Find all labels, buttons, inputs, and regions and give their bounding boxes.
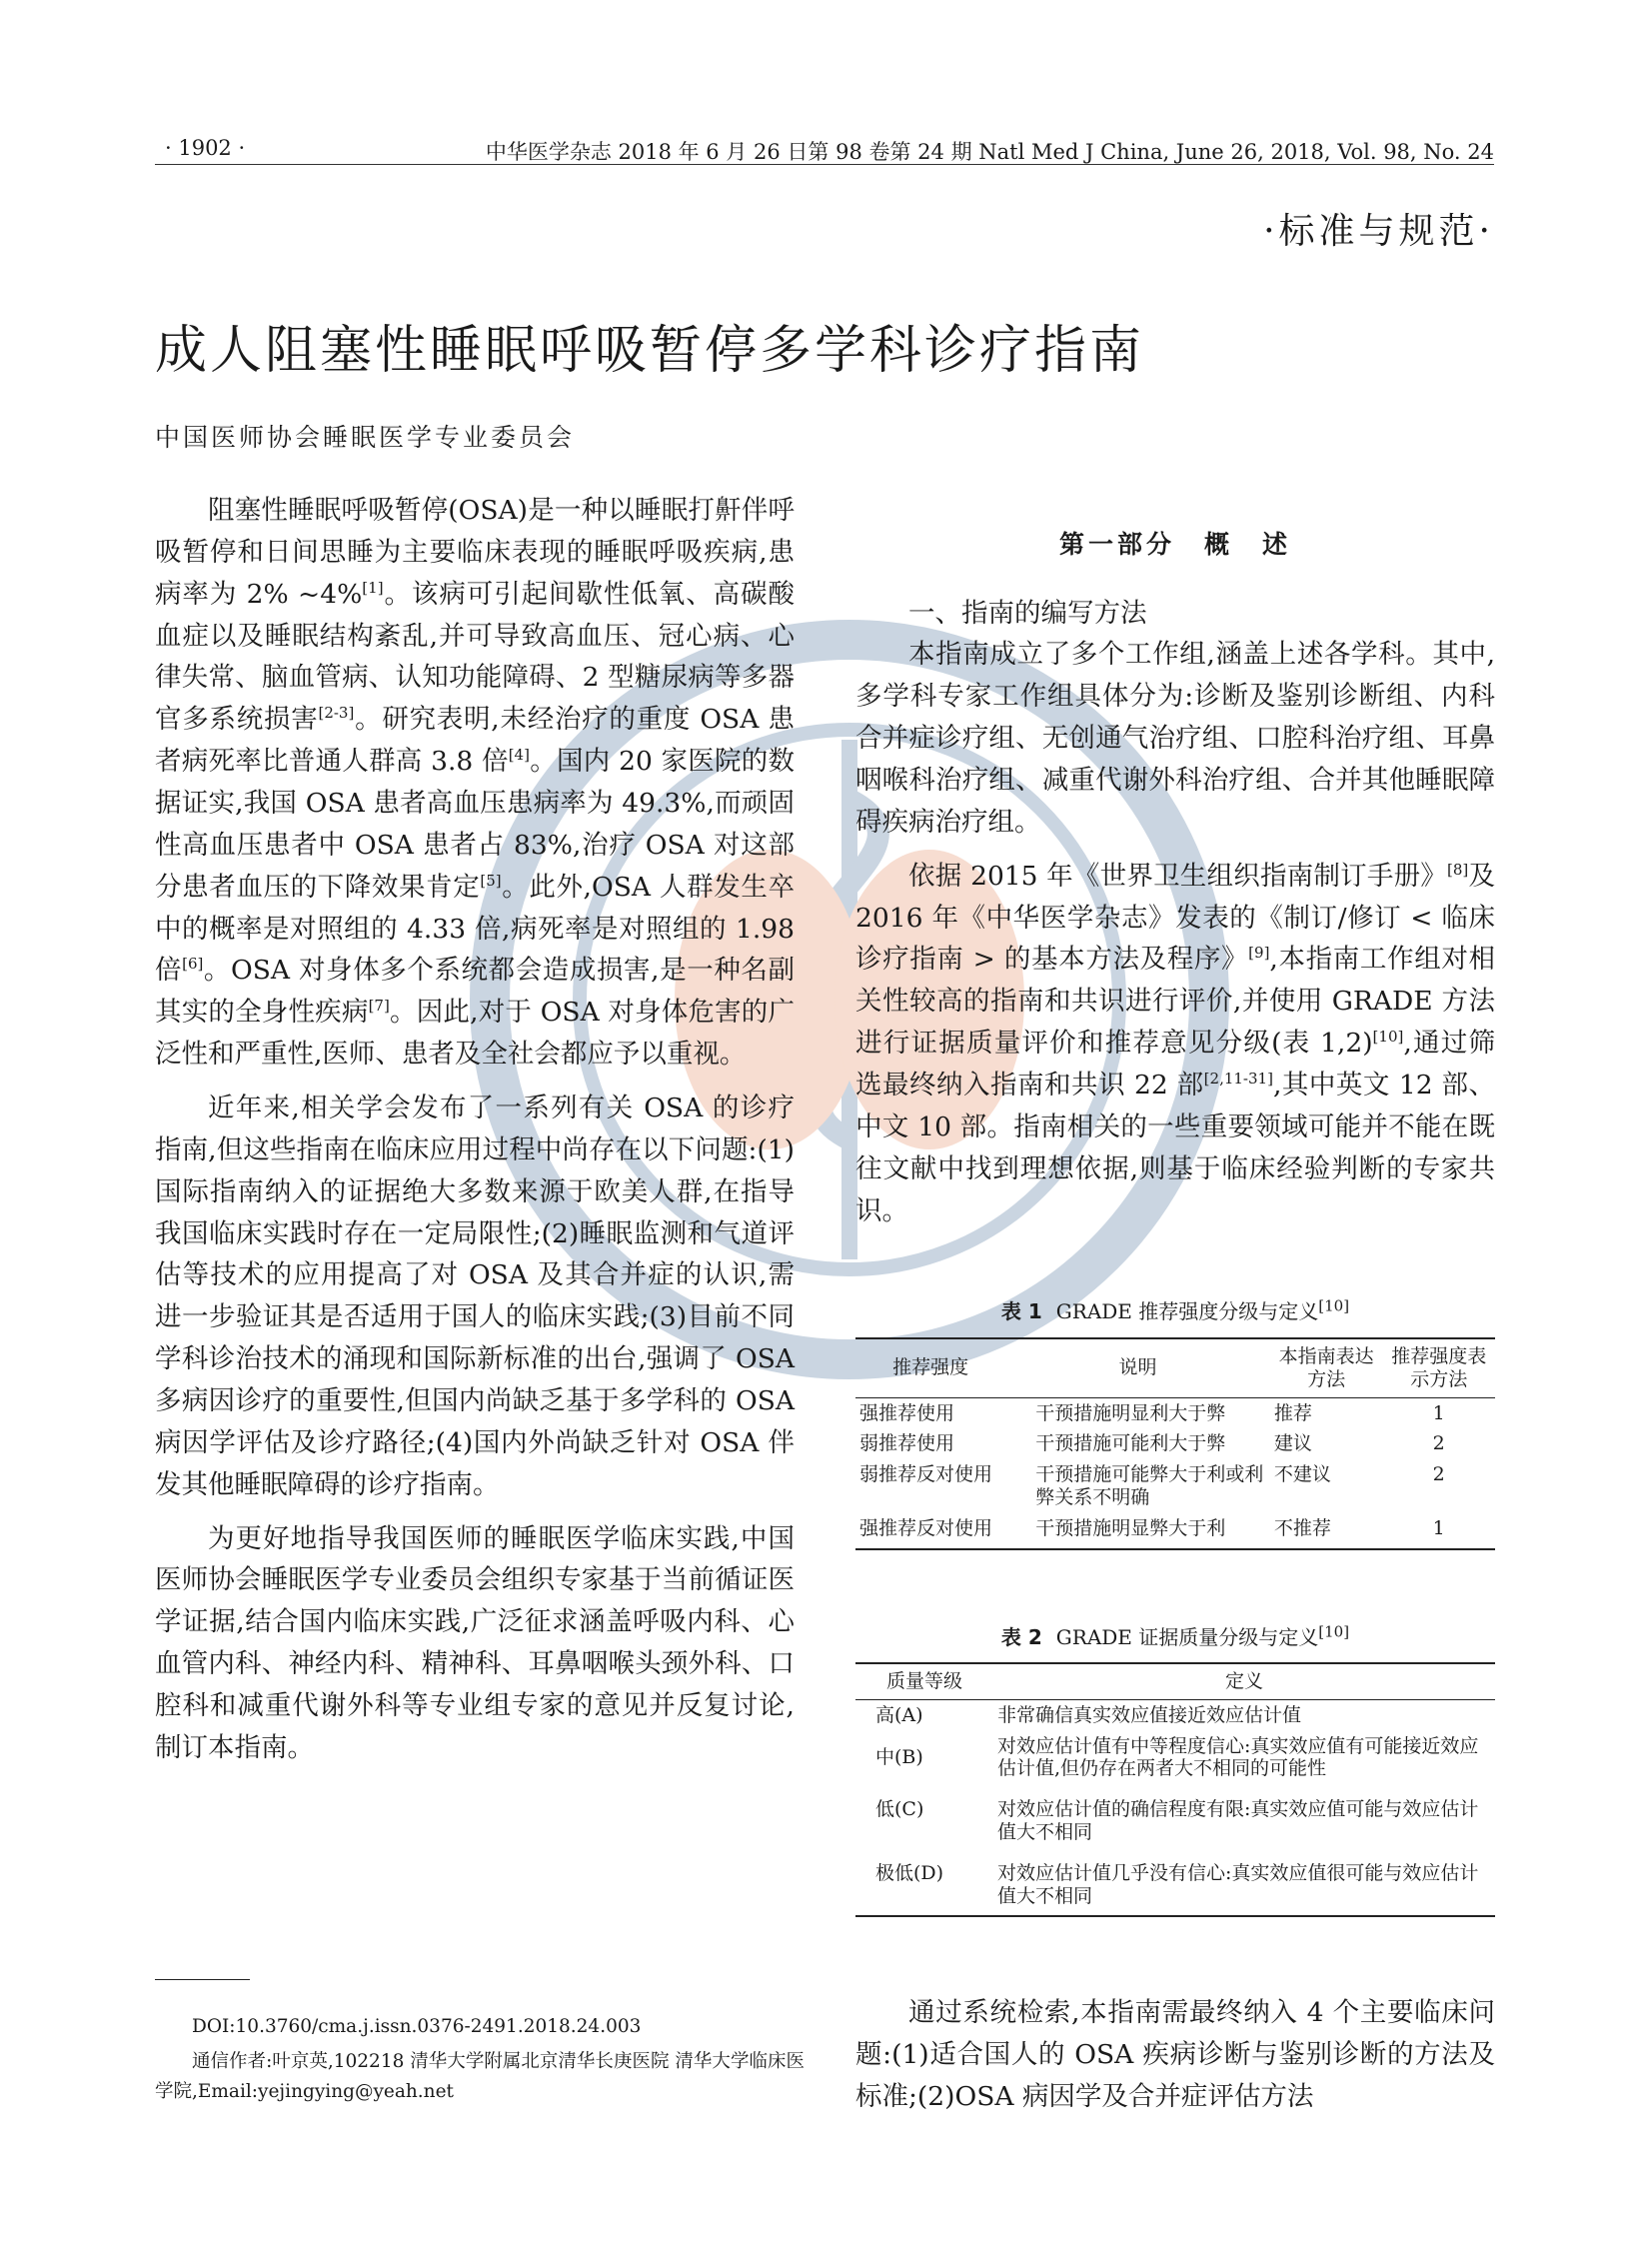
article-title: 成人阻塞性睡眠呼吸暂停多学科诊疗指南 — [155, 321, 1145, 381]
part-heading: 第一部分 概 述 — [1058, 530, 1291, 559]
table-cell: 不建议 — [1273, 1463, 1331, 1486]
table-cell: 2 — [1432, 1463, 1445, 1486]
citation: [2,11-31] — [1203, 1070, 1273, 1089]
table-cell: 建议 — [1273, 1432, 1312, 1455]
table-row — [855, 1731, 1495, 1785]
footnote-rule — [155, 1979, 250, 1980]
method-paragraph-3: 通过系统检索,本指南需最终纳入 4 个主要临床问题:(1)适合国人的 OSA 疾病诊断与鉴别诊断的方法及标准;(2)OSA 病因学及合并症评估方法 — [855, 1997, 1495, 2112]
doi-footnote: DOI:10.3760/cma.j.issn.0376-2491.2018.24.003 — [192, 2016, 642, 2037]
table-row — [855, 1699, 1495, 1730]
table-cell: 强推荐反对使用 — [855, 1513, 1005, 1549]
citation: [1] — [362, 578, 384, 597]
table-cell: 2 — [1432, 1432, 1445, 1455]
method-paragraph-2: 依据 2015 年《世界卫生组织指南制订手册》[8]及 2016 年《中华医学杂志》发表的《制订/修订 < 临床诊疗指南 > 的基本方法及程序》[9],本指南工作组对相关性较高的指南和共识进行评价,并使用 GRADE 方法进行证据质量评价和推荐意见分级(表 1,2)[10],通过筛选最终纳入指南和共识 22 部[2,11-31],其中英文 12 部、中文 10 部。指南相关的一些重要领域可能并不能在既往文献中找到理想依据,则基于临床经验判断的专家共识。 — [855, 860, 1496, 1226]
table2-header: 定义 — [993, 1663, 1495, 1699]
table-cell: 干预措施明显弊大于利 — [1005, 1513, 1270, 1549]
table-row — [855, 1848, 1495, 1917]
correspondence-footnote: 通信作者:叶京英,102218 清华大学附属北京清华长庚医院 清华大学临床医学院,Email:yejingying@yeah.net — [155, 2051, 805, 2102]
citation: [2-3] — [318, 704, 355, 723]
table1-header: 推荐强度表示方法 — [1382, 1338, 1495, 1397]
right-column-continued — [855, 1992, 1495, 2118]
citation: [5] — [480, 871, 502, 890]
section-label: ·标准与规范· — [1263, 211, 1494, 252]
citation: [7] — [368, 997, 390, 1016]
table-row — [855, 1459, 1495, 1513]
table2-header: 质量等级 — [855, 1663, 993, 1699]
intro-paragraph-1: 阻塞性睡眠呼吸暂停(OSA)是一种以睡眠打鼾伴呼吸暂停和日间思睡为主要临床表现的睡眠呼吸疾病,患病率为 2% ~4%[1]。该病可引起间歇性低氧、高碳酸血症以及睡眠结构紊乱,并可导致高血压、冠心病、心律失常、脑血管病、认知功能障碍、2 型糖尿病等多器官多系统损害[2-3]。研究表明,未经治疗的重度 OSA 患者病死率比普通人群高 3.8 倍[4]。国内 20 家医院的数据证实,我国 OSA 患者高血压患病率为 49.3%,而顽固性高血压患者中 OSA 患者占 83%,治疗 OSA 对这部分患者血压的下降效果肯定[5]。此外,OSA 人群发生卒中的概率是对照组的 4.33 倍,病死率是对照组的 1.98 倍[6]。OSA 对身体多个系统都会造成损害,是一种名副其实的全身性疾病[7]。因此,对于 OSA 对身体危害的广泛性和严重性,医师、患者及全社会都应予以重视。 — [155, 495, 796, 1071]
table-cell: 非常确信真实效应值接近效应估计值 — [997, 1703, 1302, 1726]
table-cell: 中(B) — [875, 1745, 923, 1768]
citation: [9] — [1248, 944, 1270, 963]
citation: [10] — [1318, 1296, 1350, 1315]
table-cell: 弱推荐使用 — [859, 1432, 955, 1455]
right-column — [855, 525, 1495, 1231]
table1-header: 本指南表达方法 — [1270, 1338, 1383, 1397]
table1 — [855, 1337, 1495, 1550]
article-authors: 中国医师协会睡眠医学专业委员会 — [155, 423, 576, 452]
table-cell: 推荐 — [1273, 1401, 1312, 1424]
intro-paragraph-2: 近年来,相关学会发布了一系列有关 OSA 的诊疗指南,但这些指南在临床应用过程中尚存在以下问题:(1)国际指南纳入的证据绝大多数来源于欧美人群,在指导我国临床实践时存在一定局限性;(2)睡眠监测和气道评估等技术的应用提高了对 OSA 及其合并症的认识,需进一步验证其是否适用于国人的临床实践;(3)目前不同学科诊治技术的涌现和国际新标准的出台,强调了 OSA 多病因诊疗的重要性,但国内尚缺乏基于多学科的 OSA 病因学评估及诊疗路径;(4)国内外尚缺乏针对 OSA 伴发其他睡眠障碍的诊疗指南。 — [155, 1093, 795, 1500]
table-cell: 干预措施可能利大于弊 — [1035, 1432, 1226, 1455]
table1-header: 推荐强度 — [855, 1338, 1005, 1397]
journal-running-header: 中华医学杂志 2018 年 6 月 26 日第 98 卷第 24 期 Natl Med J China, June 26, 2018, Vol. 98, No. 24 — [485, 140, 1494, 164]
table2-label: 表 2 — [1000, 1625, 1042, 1649]
table-row — [855, 1428, 1495, 1459]
table-cell: 弱推荐反对使用 — [859, 1463, 993, 1486]
table-cell: 干预措施明显利大于弊 — [1035, 1401, 1226, 1424]
citation: [4] — [508, 746, 530, 765]
citation: [8] — [1447, 860, 1469, 879]
table1-label: 表 1 — [1000, 1299, 1042, 1323]
citation: [10] — [1372, 1028, 1404, 1047]
table-cell: 对效应估计值有中等程度信心:真实效应值有可能接近效应估计值,但仍存在两者大不相同的可能性 — [997, 1734, 1479, 1780]
page-number: · 1902 · — [165, 136, 246, 160]
table1-header: 说明 — [1005, 1338, 1270, 1397]
table-cell: 1 — [1382, 1513, 1495, 1549]
table2 — [855, 1662, 1495, 1917]
table-cell: 干预措施可能弊大于利或利弊关系不明确 — [1035, 1463, 1264, 1508]
table2-caption: 表 2 GRADE 证据质量分级与定义[10] — [1000, 1622, 1350, 1649]
table-row — [855, 1784, 1495, 1848]
table-cell: 高(A) — [875, 1703, 923, 1726]
citation: [6] — [182, 955, 204, 974]
table-cell: 低(C) — [875, 1798, 924, 1821]
method-paragraph-1: 本指南成立了多个工作组,涵盖上述各学科。其中,多学科专家工作组具体分为:诊断及鉴别诊断组、内科合并症诊疗组、无创通气治疗组、口腔科治疗组、耳鼻咽喉科治疗组、减重代谢外科治疗组、合并其他睡眠障碍疾病治疗组。 — [855, 639, 1495, 838]
header-rule — [155, 164, 1494, 165]
table-cell: 不推荐 — [1270, 1513, 1383, 1549]
table-cell: 极低(D) — [855, 1848, 993, 1917]
table-cell: 强推荐使用 — [859, 1401, 955, 1424]
left-column — [155, 490, 795, 1769]
table-cell: 对效应估计值的确信程度有限:真实效应值可能与效应估计值大不相同 — [997, 1798, 1479, 1843]
table1-caption: 表 1 GRADE 推荐强度分级与定义[10] — [1000, 1296, 1350, 1323]
sub-heading: 一、指南的编写方法 — [908, 597, 1147, 629]
table-cell: 对效应估计值几乎没有信心:真实效应值很可能与效应估计值大不相同 — [993, 1848, 1495, 1917]
table-row — [855, 1513, 1495, 1549]
table-row — [855, 1397, 1495, 1428]
intro-paragraph-3: 为更好地指导我国医师的睡眠医学临床实践,中国医师协会睡眠医学专业委员会组织专家基于当前循证医学证据,结合国内临床实践,广泛征求涵盖呼吸内科、心血管内科、神经内科、精神科、耳鼻咽喉头颈外科、口腔科和减重代谢外科等专业组专家的意见并反复讨论,制订本指南。 — [155, 1522, 795, 1763]
table-cell: 1 — [1432, 1401, 1445, 1424]
citation: [10] — [1318, 1622, 1350, 1641]
